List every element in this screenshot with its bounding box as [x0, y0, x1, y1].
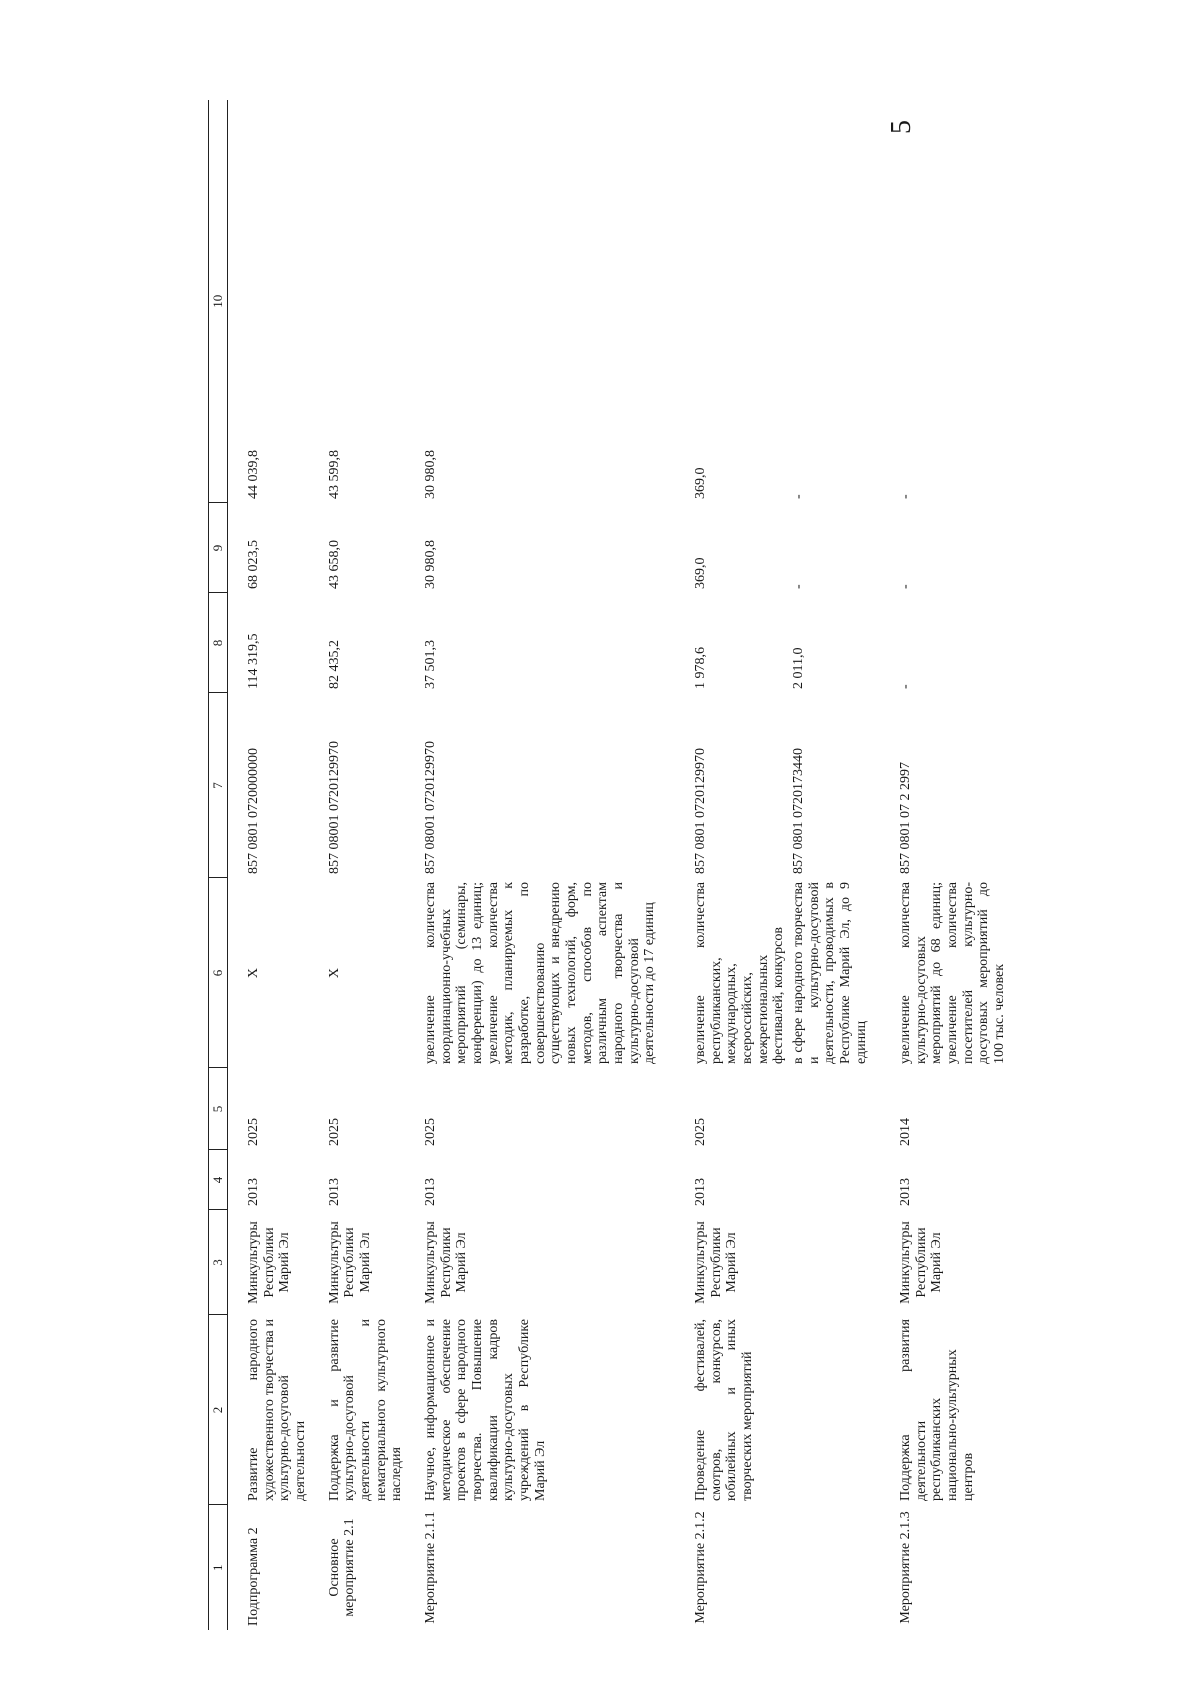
rotated-page	[208, 100, 1048, 1630]
program-code: Подпрограмма 2	[246, 1527, 261, 1626]
program-name: Проведение фестивалей, смотров, конкурсов, юбилейных и иных творческих мероприятий	[693, 1319, 756, 1501]
amount-col9	[675, 503, 880, 593]
header-row	[209, 100, 228, 1630]
program-name: Поддержка и развитие культурно-досуговой деятельности и нематериального культурного наследия	[326, 1319, 405, 1501]
table-row	[228, 100, 309, 1630]
program-name: Развитие народного художественного творчества и культурно-досуговой деятельности	[246, 1319, 309, 1501]
amount-col8: 37 501,3	[423, 640, 439, 689]
amount-col9: 30 980,8	[423, 540, 439, 589]
budget-code: 857 0801 07 2 2997	[898, 762, 914, 874]
column-header-5: 5	[209, 1068, 228, 1150]
amount-col8-b: 2 011,0	[790, 647, 806, 689]
executor: Минкультуры Республики Марий Эл	[898, 1221, 945, 1304]
program-code: Мероприятие 2.1.3	[898, 1511, 914, 1624]
start-year: 2013	[693, 1178, 709, 1206]
end-year: 2025	[423, 1118, 439, 1146]
end-year: 2014	[898, 1118, 914, 1146]
executor: Минкультуры Республики Марий Эл	[693, 1221, 740, 1304]
amount-col10: 44 039,8	[246, 450, 261, 499]
amount-col10	[675, 100, 880, 503]
amount-col8	[675, 593, 880, 693]
expected-result: увеличение количества координационно-учебных мероприятий (семинары, конференции) до 13 единиц; увеличение количества методик, планируемых к разработке, по совершенствованию существующих и внедрению новых технологий, форм, методов, способов по различным аспектам народного творчества и культурно-досуговой деятельности до 17 единиц	[423, 882, 658, 1064]
amount-col8: 114 319,5	[246, 633, 261, 689]
program-name: Научное, информационное и методическое обеспечение проектов в сфере народного творчества. Повышение квалификации кадров культурно-досуговых учреждений в Республике Марий Эл	[423, 1319, 548, 1501]
end-year: 2025	[246, 1118, 261, 1146]
column-header-8: 8	[209, 593, 228, 693]
amount-col9: -	[898, 584, 914, 589]
amount-col9-b: -	[790, 584, 806, 589]
amount-col8: -	[898, 684, 914, 689]
amount-col10-b: -	[790, 494, 806, 499]
table-row	[675, 100, 880, 1630]
column-header-2: 2	[209, 1315, 228, 1505]
column-header-9: 9	[209, 503, 228, 593]
start-year: 2013	[246, 1178, 261, 1206]
page-number: 5	[886, 120, 917, 134]
executor: Минкультуры Республики Марий Эл	[326, 1221, 374, 1304]
amount-col9: 43 658,0	[326, 540, 342, 589]
expected-result: X	[326, 967, 342, 979]
table-row	[309, 100, 405, 1630]
budget-code: 857 08001 0720129970	[423, 741, 439, 874]
budget-code-b: 857 0801 0720173440	[790, 748, 806, 874]
end-year: 2025	[326, 1118, 342, 1146]
table-row	[880, 100, 1008, 1630]
expected-result	[675, 878, 880, 1068]
program-code: Мероприятие 2.1.2	[693, 1511, 709, 1624]
executor: Минкультуры Республики Марий Эл	[423, 1221, 470, 1304]
amount-col9-a: 369,0	[693, 557, 709, 589]
amount-col10-a: 369,0	[693, 467, 709, 499]
amount-col8-a: 1 978,6	[693, 647, 709, 689]
expected-result: X	[246, 967, 261, 979]
program-name: Поддержка развития деятельности республиканских национально-культурных центров	[898, 1319, 976, 1501]
executor: Минкультуры Республики Марий Эл	[246, 1221, 293, 1304]
start-year: 2013	[423, 1178, 439, 1206]
budget-code-a: 857 0801 0720129970	[693, 748, 709, 874]
table-row	[405, 100, 675, 1630]
column-header-4: 4	[209, 1150, 228, 1210]
expected-result-part-a: увеличение количества республиканских, международных, всероссийских, межрегиональных фестивалей, конкурсов	[693, 882, 787, 1064]
amount-col9: 68 023,5	[246, 540, 261, 589]
start-year: 2013	[898, 1178, 914, 1206]
expected-result: увеличение количества культурно-досуговых мероприятий до 68 единиц; увеличение количества посетителей культурно-досуговых мероприятий до 100 тыс. человек	[898, 882, 1008, 1064]
budget-code	[675, 693, 880, 878]
amount-col8: 82 435,2	[326, 640, 342, 689]
budget-code: 857 0801 0720000000	[246, 748, 261, 874]
program-code: Мероприятие 2.1.1	[423, 1511, 439, 1624]
program-code: Основное мероприятие 2.1	[326, 1518, 358, 1617]
amount-col10: -	[898, 494, 914, 499]
program-table	[208, 100, 1008, 1630]
column-header-3: 3	[209, 1210, 228, 1315]
start-year: 2013	[326, 1178, 342, 1206]
expected-result-part-b: в сфере народного творчества и культурно-досуговой деятельности, проводимых в Республике Марий Эл, до 9 единиц	[791, 882, 869, 1064]
amount-col10: 43 599,8	[326, 450, 342, 499]
column-header-10: 10	[209, 100, 228, 503]
column-header-7: 7	[209, 693, 228, 878]
column-header-6: 6	[209, 878, 228, 1068]
end-year: 2025	[693, 1118, 709, 1146]
column-header-1: 1	[209, 1505, 228, 1630]
amount-col10: 30 980,8	[423, 450, 439, 499]
budget-code: 857 08001 0720129970	[326, 741, 342, 874]
